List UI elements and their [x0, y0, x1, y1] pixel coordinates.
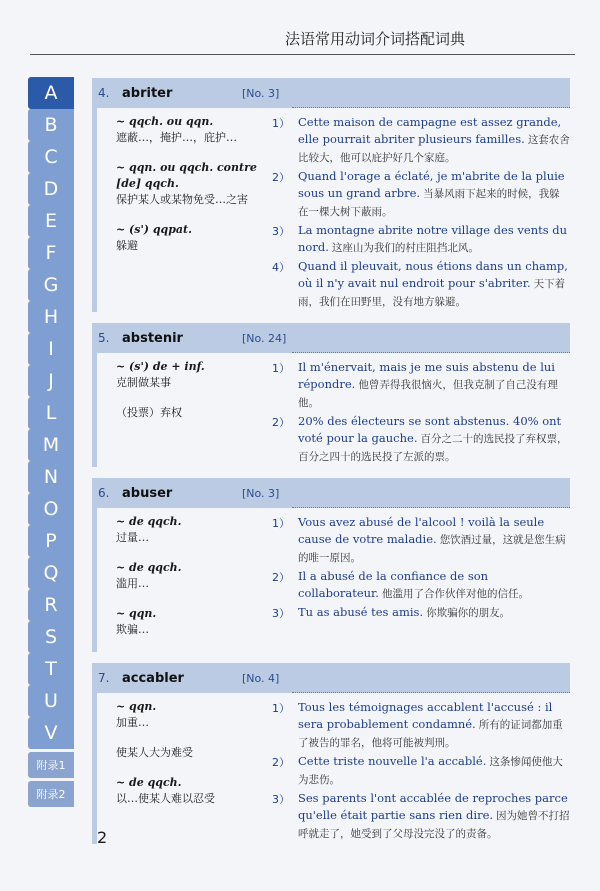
- example-chinese: 他滥用了合作伙伴对他的信任。: [381, 588, 529, 600]
- examples-column: [272, 699, 570, 844]
- tab-letter[interactable]: P: [28, 525, 74, 557]
- construction-pattern: ~ (s') qqpat.: [116, 223, 192, 236]
- example-text: [298, 168, 570, 221]
- example-sentence: [272, 222, 570, 257]
- example-number: 1）: [272, 702, 290, 715]
- entry-ref: [No. 4]: [242, 671, 280, 685]
- example-number: 3）: [272, 793, 290, 806]
- example-french: Quand l'orage a éclaté, je m'abrite de la pluie sous un grand arbre.: [298, 169, 565, 200]
- example-chinese: 当暴风雨下起来的时候，我躲在一棵大树下蔽雨。: [298, 188, 560, 218]
- example-text: [298, 359, 570, 412]
- construction-pattern: ~ (s') de + inf.: [116, 360, 205, 373]
- tab-letter[interactable]: U: [28, 685, 74, 717]
- construction: [116, 699, 272, 731]
- example-french: Il a abusé de la confiance de son collaborateur.: [298, 569, 489, 600]
- example-number: 3）: [272, 225, 290, 238]
- construction-pattern: ~ de qqch.: [116, 515, 182, 528]
- entry-number: 6.: [98, 486, 110, 500]
- construction: [116, 359, 272, 391]
- entry-body: [92, 108, 570, 312]
- example-chinese: 这座山为我们的村庄阻挡北风。: [331, 242, 479, 254]
- example-text: [298, 514, 570, 567]
- tab-letter[interactable]: S: [28, 621, 74, 653]
- entry-number: 4.: [98, 86, 110, 100]
- example-number: 1）: [272, 517, 290, 530]
- page-title: 法语常用动词介词搭配词典: [284, 30, 465, 48]
- construction: [116, 606, 272, 638]
- entry-verb: accabler: [122, 670, 184, 686]
- tab-appendix[interactable]: 附录2: [28, 781, 74, 807]
- tab-letter[interactable]: J: [28, 365, 74, 397]
- example-chinese: 这套农舍比较大，他可以庇护好几个家庭。: [298, 134, 570, 164]
- example-text: [298, 790, 570, 843]
- header-rule: [30, 54, 575, 55]
- construction-meaning: 过量…: [116, 531, 149, 544]
- example-chinese: 他曾弄得我很恼火，但我克制了自己没有理他。: [298, 379, 558, 409]
- example-sentence: [272, 568, 570, 603]
- example-number: 1）: [272, 117, 290, 130]
- example-chinese: 这条惨闻使他大为悲伤。: [298, 756, 563, 786]
- example-text: [298, 753, 570, 789]
- examples-column: [272, 359, 570, 467]
- tab-appendix[interactable]: 附录1: [28, 752, 74, 778]
- example-french: Cette maison de campagne est assez grande, elle pourrait abriter plusieurs familles.: [298, 115, 562, 146]
- example-sentence: [272, 790, 570, 843]
- example-chinese: 因为她曾不打招呼就走了，她受到了父母没完没了的责备。: [298, 810, 570, 840]
- construction-meaning: 克制做某事: [116, 376, 171, 389]
- example-chinese: 百分之二十的选民投了弃权票，百分之四十的选民投了左派的票。: [298, 433, 568, 463]
- entry-body: [92, 353, 570, 467]
- tab-letter[interactable]: Q: [28, 557, 74, 589]
- construction-meaning: 躲避: [116, 239, 138, 252]
- tab-letter[interactable]: M: [28, 429, 74, 461]
- example-chinese: 天下着雨，我们在田野里，没有地方躲避。: [298, 278, 566, 308]
- construction: [116, 114, 272, 146]
- example-number: 2）: [272, 756, 290, 769]
- tab-letter[interactable]: L: [28, 397, 74, 429]
- example-number: 2）: [272, 416, 290, 429]
- example-sentence: [272, 413, 570, 466]
- example-text: [298, 699, 570, 752]
- tab-letter[interactable]: O: [28, 493, 74, 525]
- alphabet-tabs: [28, 77, 74, 807]
- dictionary-entry: [92, 478, 570, 652]
- example-chinese: 你欺骗你的朋友。: [426, 607, 511, 619]
- entry-verb: abuser: [122, 485, 173, 501]
- construction-meaning: 以…使某人难以忍受: [116, 792, 215, 805]
- tab-letter[interactable]: I: [28, 333, 74, 365]
- entries-container: [92, 78, 570, 855]
- example-number: 2）: [272, 171, 290, 184]
- construction-meaning: 遮蔽…，掩护…，庇护…: [116, 131, 237, 144]
- construction-meaning: 欺骗…: [116, 623, 149, 636]
- example-number: 4）: [272, 261, 290, 274]
- construction: [116, 514, 272, 546]
- entry-verb: abstenir: [122, 330, 183, 346]
- construction: [116, 222, 272, 254]
- tab-letter[interactable]: T: [28, 653, 74, 685]
- tab-letter[interactable]: B: [28, 109, 74, 141]
- example-sentence: [272, 753, 570, 789]
- entry-ref: [No. 3]: [242, 86, 280, 100]
- entry-header: [92, 663, 570, 693]
- entry-number: 5.: [98, 331, 110, 345]
- example-sentence: [272, 168, 570, 221]
- construction-pattern: ~ qqch. ou qqn.: [116, 115, 214, 128]
- example-french: Il m'énervait, mais je me suis abstenu de lui répondre.: [298, 360, 555, 391]
- tab-letter[interactable]: E: [28, 205, 74, 237]
- constructions-column: [92, 514, 272, 652]
- construction: [116, 160, 272, 208]
- example-number: 2）: [272, 571, 290, 584]
- example-chinese: 您饮酒过量，这就是您生病的唯一原因。: [298, 534, 566, 564]
- entry-header: [92, 78, 570, 108]
- tab-letter[interactable]: F: [28, 237, 74, 269]
- tab-letter[interactable]: G: [28, 269, 74, 301]
- entry-body: [92, 508, 570, 652]
- constructions-column: [92, 359, 272, 467]
- tab-letter[interactable]: R: [28, 589, 74, 621]
- example-text: [298, 604, 510, 622]
- construction-pattern: ~ qqn. ou qqch. contre [de] qqch.: [116, 161, 257, 190]
- entry-ref: [No. 3]: [242, 486, 280, 500]
- example-sentence: [272, 258, 570, 311]
- construction-pattern: ~ de qqch.: [116, 776, 182, 789]
- page-number: 2: [97, 828, 108, 847]
- construction: [116, 560, 272, 592]
- example-french: Vous avez abusé de l'alcool ! voilà la seule cause de votre maladie.: [298, 515, 545, 546]
- example-french: Tous les témoignages accablent l'accusé : il sera probablement condamné.: [298, 700, 553, 731]
- dictionary-entry: [92, 78, 570, 312]
- entry-ref: [No. 24]: [242, 331, 287, 345]
- construction-pattern: ~ qqn.: [116, 607, 157, 620]
- example-french: 20% des électeurs se sont abstenus. 40% ont voté pour la gauche.: [298, 414, 562, 445]
- construction-pattern: ~ qqn.: [116, 700, 157, 713]
- example-sentence: [272, 699, 570, 752]
- example-number: 1）: [272, 362, 290, 375]
- constructions-column: [92, 699, 272, 844]
- dictionary-entry: [92, 323, 570, 467]
- entry-number: 7.: [98, 671, 110, 685]
- example-text: [298, 568, 570, 603]
- construction-meaning: 滥用…: [116, 577, 149, 590]
- constructions-column: [92, 114, 272, 312]
- tab-letter[interactable]: V: [28, 717, 74, 749]
- examples-column: [272, 514, 570, 652]
- construction: [116, 405, 272, 421]
- examples-column: [272, 114, 570, 312]
- tab-letter[interactable]: C: [28, 141, 74, 173]
- example-text: [298, 114, 570, 167]
- example-number: 3）: [272, 607, 290, 620]
- example-text: [298, 258, 570, 311]
- example-text: [298, 413, 570, 466]
- example-sentence: [272, 514, 570, 567]
- tab-letter[interactable]: N: [28, 461, 74, 493]
- entry-header: [92, 323, 570, 353]
- example-sentence: [272, 114, 570, 167]
- example-french: Tu as abusé tes amis.: [298, 605, 424, 619]
- construction: [116, 775, 272, 807]
- example-text: [298, 222, 570, 257]
- tab-letter[interactable]: D: [28, 173, 74, 205]
- construction-meaning: （投票）弃权: [116, 406, 182, 419]
- construction-meaning: 使某人大为难受: [116, 746, 193, 759]
- construction-pattern: ~ de qqch.: [116, 561, 182, 574]
- example-french: La montagne abrite notre village des vents du nord.: [298, 223, 568, 254]
- entry-verb: abriter: [122, 85, 173, 101]
- example-french: Ses parents l'ont accablée de reproches parce qu'elle était partie sans rien dire.: [298, 791, 568, 822]
- example-french: Cette triste nouvelle l'a accablé.: [298, 754, 487, 768]
- tab-letter[interactable]: H: [28, 301, 74, 333]
- example-sentence: [272, 604, 570, 622]
- example-chinese: 所有的证词都加重了被告的罪名，他将可能被判刑。: [298, 719, 563, 749]
- example-french: Quand il pleuvait, nous étions dans un champ, où il n'y avait nul endroit pour s'abriter.: [298, 259, 568, 290]
- construction-meaning: 加重…: [116, 716, 149, 729]
- tab-letter[interactable]: A: [28, 77, 74, 109]
- dictionary-entry: [92, 663, 570, 844]
- entry-body: [92, 693, 570, 844]
- construction-meaning: 保护某人或某物免受…之害: [116, 193, 248, 206]
- construction: [116, 745, 272, 761]
- example-sentence: [272, 359, 570, 412]
- entry-header: [92, 478, 570, 508]
